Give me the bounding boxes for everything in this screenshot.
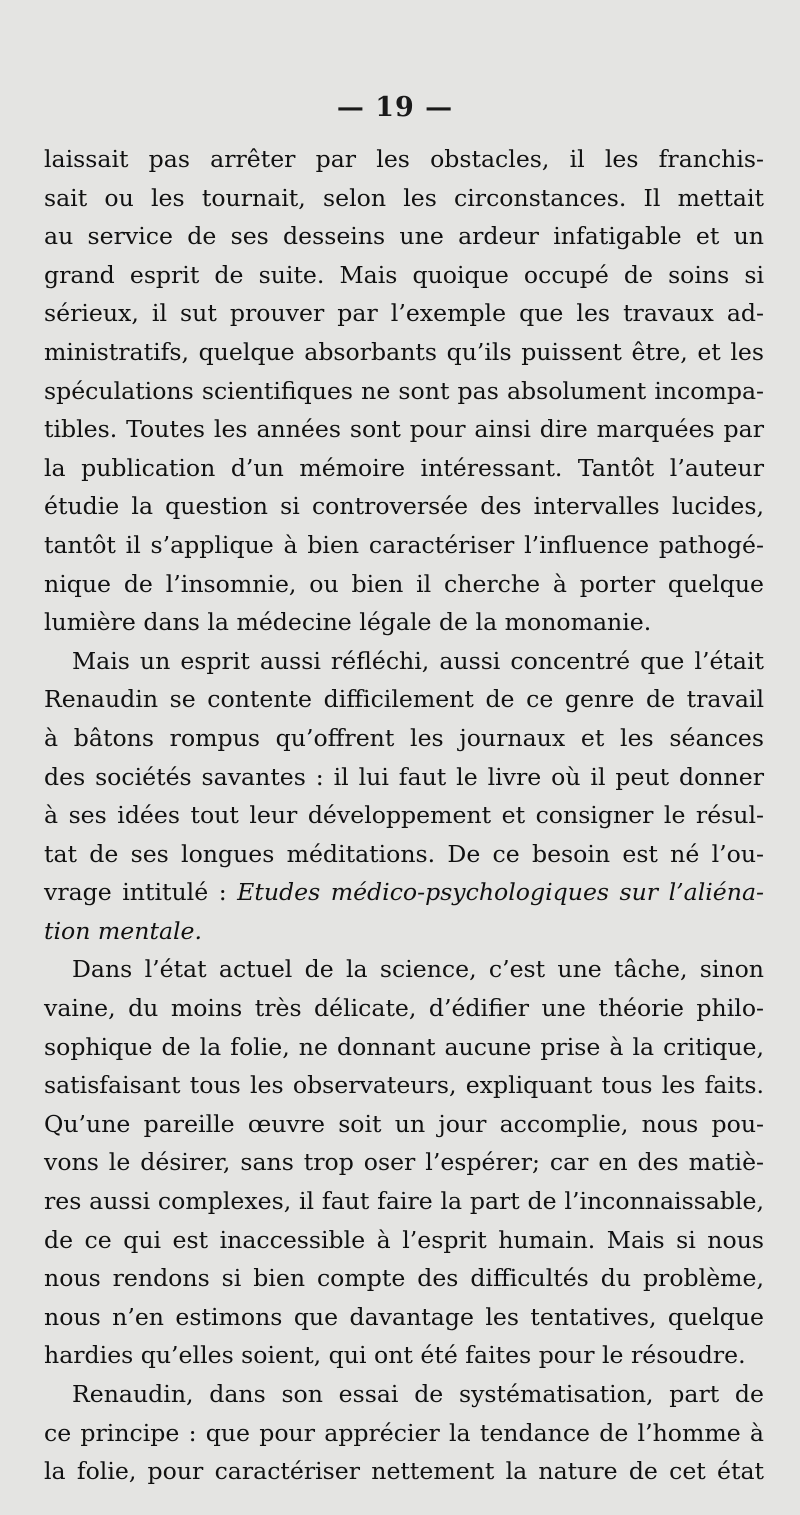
- text-line: sérieux, il sut prouver par l’exemple que les travaux ad-: [44, 299, 764, 328]
- text-fragment: vrage intitulé :: [44, 878, 227, 907]
- text-line: à bâtons rompus qu’offrent les journaux et les séances: [44, 723, 764, 752]
- body-text: [44, 140, 764, 1491]
- text-line: nous rendons si bien compte des difficultés du problème,: [44, 1264, 764, 1293]
- text-line-with-title: [44, 873, 764, 912]
- text-line: Renaudin se contente difficilement de ce genre de travail: [44, 685, 764, 714]
- text-line: tantôt il s’applique à bien caractériser l’influence pathogé-: [44, 530, 764, 559]
- text-line: des sociétés savantes : il lui faut le livre où il peut donner: [44, 762, 764, 791]
- text-line: ce principe : que pour apprécier la tendance de l’homme à: [44, 1418, 764, 1447]
- book-title-end: tion mentale.: [44, 916, 203, 945]
- text-line: étudie la question si controversée des intervalles lucides,: [44, 492, 764, 521]
- text-line: la publication d’un mémoire intéressant. Tantôt l’auteur: [44, 453, 764, 482]
- text-line: nique de l’insomnie, ou bien il cherche à porter quelque: [44, 569, 764, 598]
- page-number: — 19 —: [336, 92, 454, 123]
- text-line: Qu’une pareille œuvre soit un jour accomplie, nous pou-: [44, 1109, 764, 1138]
- text-line: tibles. Toutes les années sont pour ainsi dire marquées par: [44, 415, 764, 444]
- text-line: res aussi complexes, il faut faire la part de l’inconnaissable,: [44, 1187, 764, 1216]
- text-line: grand esprit de suite. Mais quoique occupé de soins si: [44, 260, 764, 289]
- text-line: [44, 912, 764, 951]
- text-line: Dans l’état actuel de la science, c’est une tâche, sinon: [72, 955, 764, 984]
- text-line: lumière dans la médecine légale de la monomanie.: [44, 608, 652, 637]
- text-line: tat de ses longues méditations. De ce besoin est né l’ou-: [44, 839, 764, 868]
- text-line: Renaudin, dans son essai de systématisation, part de: [72, 1380, 764, 1408]
- text-line: ministratifs, quelque absorbants qu’ils puissent être, et les: [44, 337, 764, 366]
- text-line: au service de ses desseins une ardeur infatigable et un: [44, 222, 764, 251]
- text-line: à ses idées tout leur développement et consigner le résul-: [44, 801, 764, 830]
- text-line: spéculations scientifiques ne sont pas absolument incompa-: [44, 376, 764, 405]
- text-line: la folie, pour caractériser nettement la nature de cet état: [44, 1457, 764, 1486]
- text-line: vons le désirer, sans trop oser l’espérer; car en des matiè-: [44, 1148, 764, 1177]
- book-title: Etudes médico-psychologiques sur l’aliéna-: [237, 878, 764, 907]
- text-line: satisfaisant tous les observateurs, expliquant tous les faits.: [44, 1071, 764, 1100]
- text-line: hardies qu’elles soient, qui ont été faites pour le résoudre.: [44, 1341, 746, 1370]
- text-line: sophique de la folie, ne donnant aucune prise à la critique,: [44, 1032, 764, 1061]
- text-line: vaine, du moins très délicate, d’édifier une théorie philo-: [44, 994, 764, 1023]
- text-line: nous n’en estimons que davantage les tentatives, quelque: [44, 1302, 764, 1331]
- text-line: de ce qui est inaccessible à l’esprit humain. Mais si nous: [44, 1225, 764, 1254]
- text-line: Mais un esprit aussi réfléchi, aussi concentré que l’était: [72, 646, 764, 675]
- text-line: sait ou les tournait, selon les circonstances. Il mettait: [44, 183, 764, 212]
- text-line: laissait pas arrêter par les obstacles, il les franchis-: [44, 145, 764, 173]
